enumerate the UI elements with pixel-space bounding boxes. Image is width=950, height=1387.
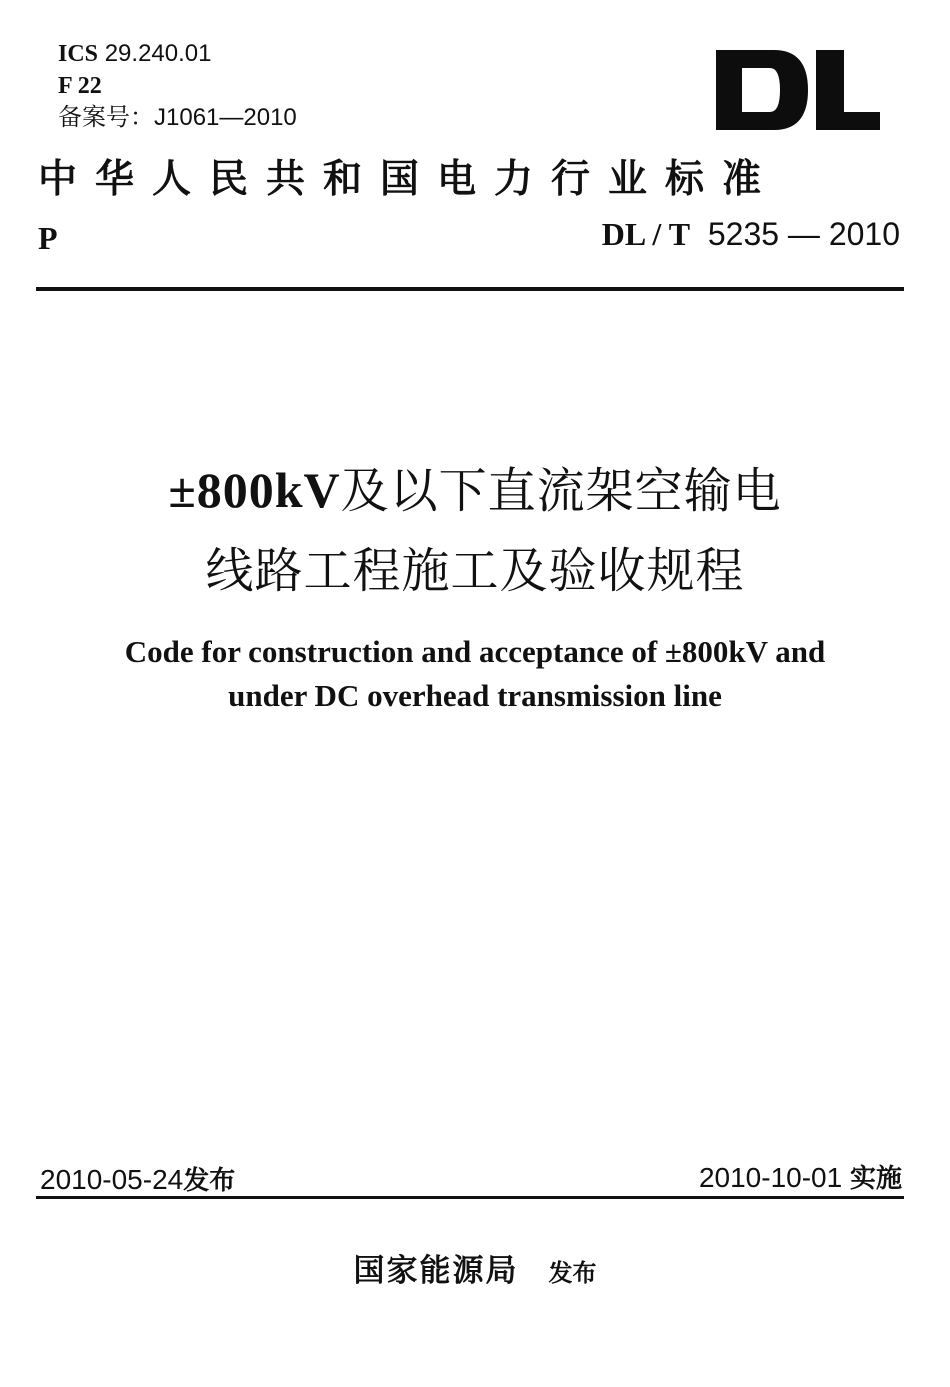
title-en-line2: under DC overhead transmission line [228,678,722,713]
ccs-code [58,70,297,102]
title-voltage: ±800kV [168,462,341,518]
record-label: 备案号： [58,104,154,131]
standard-number [602,216,900,253]
dl-logo-graphic [712,38,882,138]
title-zh-line1-text: 及以下直流架空输电 [340,463,782,519]
record-number: J1061—2010 [154,104,297,131]
classification-block [58,38,297,133]
dl-logo [712,38,882,138]
publisher-line [0,1245,950,1290]
record-number-line [58,102,297,133]
bottom-divider [36,1196,904,1199]
issue-label: 发布 [183,1166,236,1196]
publisher-action: 发布 [548,1259,597,1287]
standard-prefix: DL / T [601,216,691,252]
effective-date [699,1158,902,1195]
classification-letter: P [38,220,58,256]
standard-number-value: 5235 — 2010 [707,216,900,252]
top-divider [36,287,904,291]
effective-label: 实施 [849,1164,902,1194]
ics-code: ICS 29.240.01 [58,40,212,67]
ics-number: 29.240.01 [104,40,212,67]
title-zh-line2: 线路工程施工及验收规程 [205,543,745,599]
publisher-organization: 国家能源局 [353,1253,519,1289]
effective-date-value: 2010-10-01 [698,1162,843,1193]
title-en-line1: Code for construction and acceptance of ±800kV and [124,634,826,669]
ccs-value: F 22 [58,73,102,99]
title-zh-line1 [0,452,950,521]
issue-date-value: 2010-05-24 [40,1164,184,1195]
issue-date [40,1160,235,1197]
standard-series-title: 中华人民共和国电力行业标准 [38,156,780,202]
